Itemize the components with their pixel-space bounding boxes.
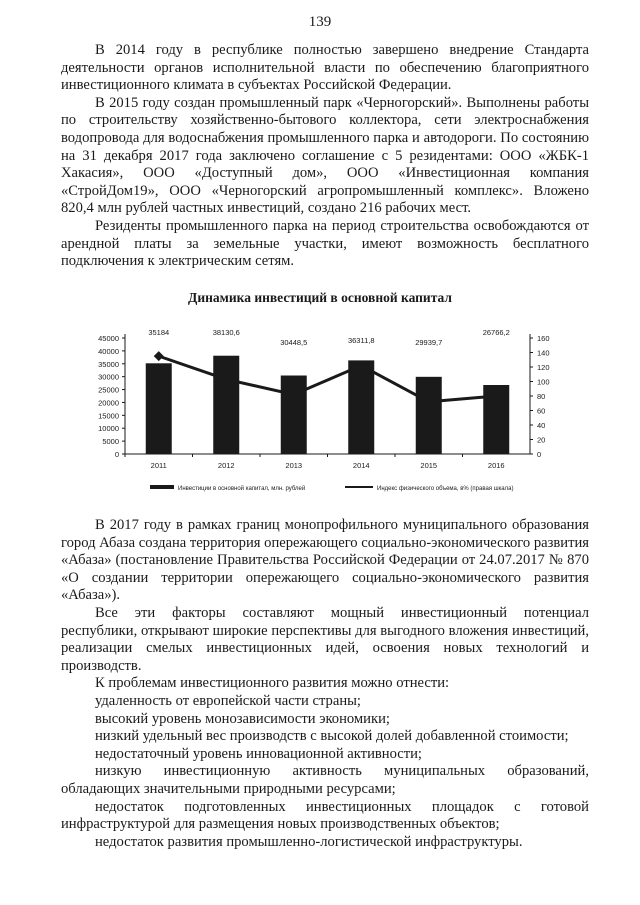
x-tick-label: 2012 xyxy=(217,461,235,470)
bar-value-label: 26766,2 xyxy=(482,328,510,337)
y-left-tick-label: 20000 xyxy=(98,398,119,408)
x-tick-label: 2011 xyxy=(150,461,167,470)
x-tick-label: 2014 xyxy=(352,461,370,470)
bar-value-label: 29939,7 xyxy=(415,338,443,347)
paragraph-standard-2014: В 2014 году в республике полностью завершено внедрение Стандарта деятельности органов исполнительной власти по обеспечению благоприятного инвестиционного климата в субъектах Российской Федерации. xyxy=(61,42,589,94)
y-right-tick-label: 0 xyxy=(537,450,542,459)
y-left-tick-label: 15000 xyxy=(98,411,119,421)
intro-text xyxy=(61,42,589,271)
legend-bar-swatch xyxy=(150,485,174,489)
y-left-tick-label: 25000 xyxy=(98,385,119,395)
investment-chart xyxy=(0,318,640,518)
list-item: низкий удельный вес производств с высокой долей добавленной стоимости; xyxy=(95,728,569,745)
bar-value-label: 35184 xyxy=(148,328,170,337)
index-marker-2011 xyxy=(154,351,164,361)
bar-2013 xyxy=(281,376,307,454)
x-tick-label: 2013 xyxy=(285,461,303,470)
page-number: 139 xyxy=(308,14,332,30)
list-intro: К проблемам инвестиционного развития можно отнести: xyxy=(95,675,450,692)
y-left-tick-label: 40000 xyxy=(98,346,119,356)
list-item: низкую инвестиционную активность муниципальных образований, обладающих значительными природными ресурсами; xyxy=(61,763,589,797)
y-right-tick-label: 80 xyxy=(537,392,546,401)
x-tick-label: 2016 xyxy=(487,461,505,470)
outro-text xyxy=(61,517,589,851)
problems-list xyxy=(61,693,589,851)
list-item: недостаток подготовленных инвестиционных площадок с готовой инфраструктурой для размещения новых производственных объектов; xyxy=(61,798,589,833)
paragraph-factors: Все эти факторы составляют мощный инвестиционный потенциал республики, открывают широкие перспективы для выгодного вложения инвестиций, реализации смелых инвестиционных идей, освоения новых технологий и производств. xyxy=(61,604,589,674)
bar-value-label: 38130,6 xyxy=(212,328,240,337)
list-item: удаленность от европейской части страны; xyxy=(95,692,361,709)
list-item: недостаточный уровень инновационной активности; xyxy=(95,745,422,762)
index-line xyxy=(159,356,497,402)
bar-2015 xyxy=(416,377,442,454)
bar-value-label: 36311,8 xyxy=(347,336,375,345)
x-tick-label: 2015 xyxy=(420,461,438,470)
bar-value-label: 30448,5 xyxy=(280,338,308,347)
legend-line-label: Индекс физического объема, в% (правая шкала) xyxy=(377,486,514,492)
y-right-tick-label: 100 xyxy=(537,377,550,387)
legend-bar-label: Инвестиции в основной капитал, млн. рублей xyxy=(178,486,306,492)
list-item: высокий уровень монозависимости экономики; xyxy=(95,710,390,727)
list-item: недостаток развития промышленно-логистической инфраструктуры. xyxy=(95,833,523,850)
bar-2014 xyxy=(348,360,374,454)
y-left-tick-label: 45000 xyxy=(98,334,119,343)
bar-2012 xyxy=(213,356,239,454)
y-left-tick-label: 5000 xyxy=(102,437,119,447)
y-left-tick-label: 10000 xyxy=(98,424,119,434)
y-right-tick-label: 120 xyxy=(537,363,550,372)
paragraph-industrial-park: В 2015 году создан промышленный парк «Черногорский». Выполнены работы по строительству хозяйственно-бытового коллектора, сети электроснабжения водопровода для водоснабжения промышленного парка и автодороги. По состоянию на 31 декабря 2017 года заключено соглашение с 5 резидентами: ООО «ЖБК-1 Хакасия», ООО «Доступный дом», ООО «Инвестиционная компания «СтройДом19», ООО «Черногорский агропромышленный комплекс». Вложено 820,4 млн рублей частных инвестиций, создано 216 рабочих мест. xyxy=(61,94,589,217)
y-left-tick-label: 0 xyxy=(114,450,119,459)
paragraph-residents: Резиденты промышленного парка на период строительства освобождаются от арендной платы за земельные участки, имеют возможность бесплатного подключения к электрическим сетям. xyxy=(61,217,589,270)
y-right-tick-label: 140 xyxy=(537,348,550,358)
y-right-tick-label: 160 xyxy=(537,334,550,343)
y-right-tick-label: 60 xyxy=(537,406,546,416)
y-left-tick-label: 30000 xyxy=(98,372,119,382)
y-right-tick-label: 20 xyxy=(537,435,546,445)
chart-title: Динамика инвестиций в основной капитал xyxy=(188,290,452,305)
y-left-tick-label: 35000 xyxy=(98,359,119,369)
paragraph-abaza: В 2017 году в рамках границ монопрофильного муниципального образования город Абаза создана территория опережающего социально-экономического развития «Абаза» (постановление Правительства Российской Федерации от 24.07.2017 № 870 «О создании территории опережающего социально-экономического развития «Абаза»). xyxy=(61,517,589,604)
bar-2011 xyxy=(146,363,172,454)
y-right-tick-label: 40 xyxy=(537,421,546,430)
